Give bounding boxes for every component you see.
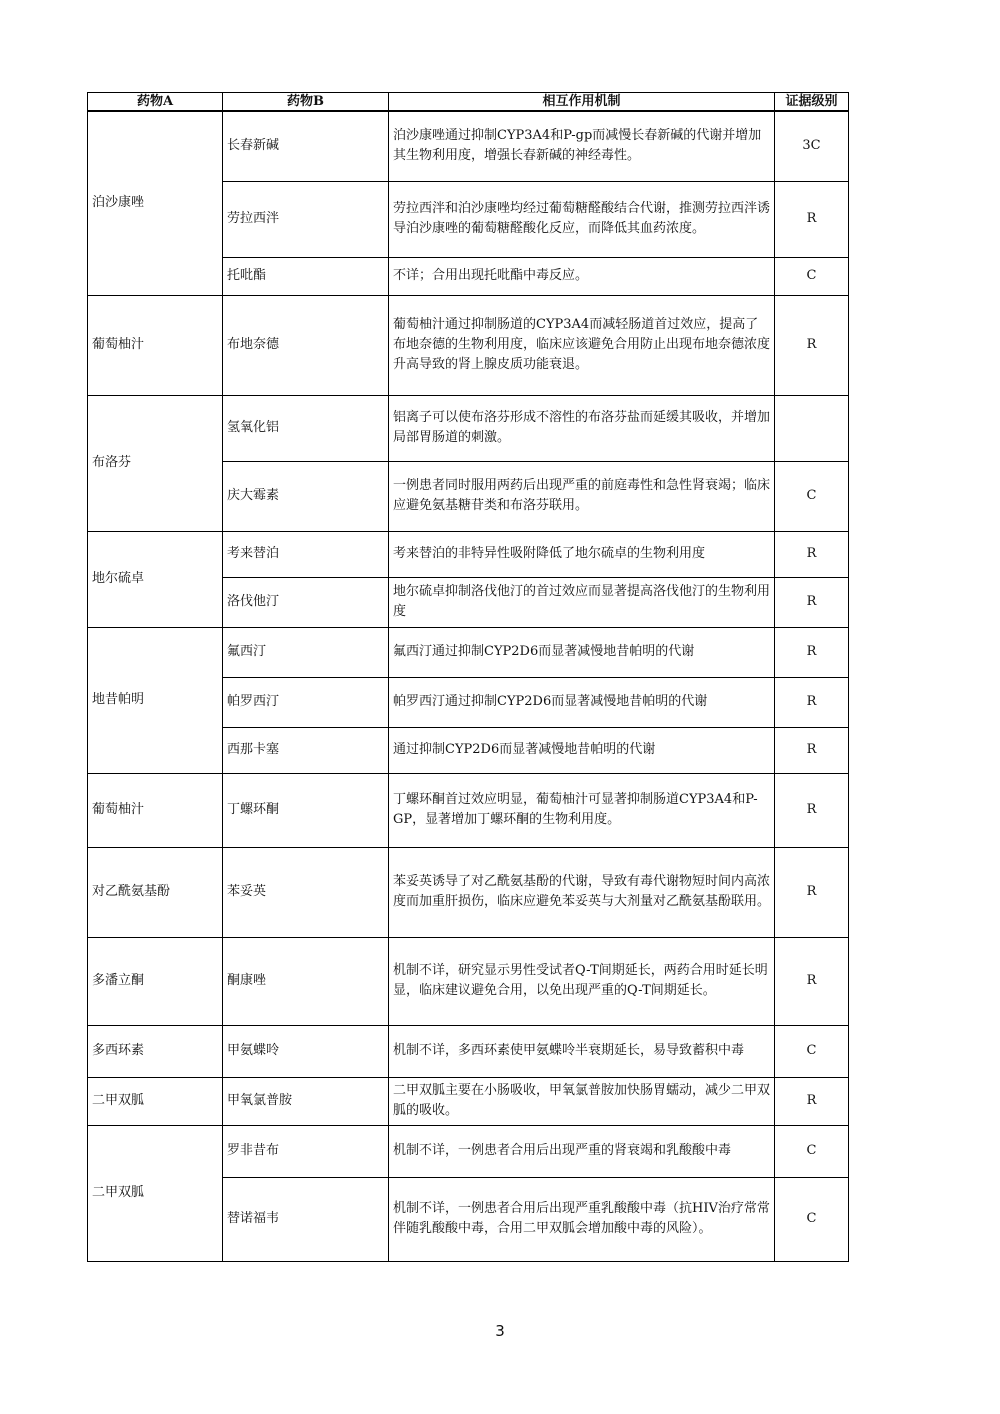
table-row [88, 111, 849, 181]
drug-a-cell: 地昔帕明 [88, 627, 223, 773]
evidence-level-cell: R [775, 627, 849, 677]
drug-a-cell: 二甲双胍 [88, 1125, 223, 1261]
mechanism-cell: 氟西汀通过抑制CYP2D6而显著减慢地昔帕明的代谢 [389, 627, 775, 677]
table-header-row [88, 93, 849, 112]
drug-a-cell: 对乙酰氨基酚 [88, 847, 223, 937]
table-row [88, 773, 849, 847]
mechanism-cell: 丁螺环酮首过效应明显，葡萄柚汁可显著抑制肠道CYP3A4和P-GP，显著增加丁螺环酮的生物利用度。 [389, 773, 775, 847]
drug-b-cell: 洛伐他汀 [223, 577, 389, 627]
table-body [88, 111, 849, 1261]
mechanism-cell: 一例患者同时服用两药后出现严重的前庭毒性和急性肾衰竭；临床应避免氨基糖苷类和布洛芬联用。 [389, 461, 775, 531]
drug-interaction-table [87, 92, 849, 1262]
drug-b-cell: 甲氧氯普胺 [223, 1077, 389, 1125]
table-row [88, 531, 849, 577]
evidence-level-cell: R [775, 531, 849, 577]
mechanism-cell: 通过抑制CYP2D6而显著减慢地昔帕明的代谢 [389, 727, 775, 773]
drug-a-cell: 布洛芬 [88, 395, 223, 531]
drug-b-cell: 劳拉西泮 [223, 181, 389, 257]
mechanism-cell: 不详；合用出现托吡酯中毒反应。 [389, 257, 775, 295]
header-mechanism: 相互作用机制 [389, 93, 775, 112]
table-row [88, 847, 849, 937]
evidence-level-cell: R [775, 847, 849, 937]
mechanism-cell: 葡萄柚汁通过抑制肠道的CYP3A4而减轻肠道首过效应，提高了布地奈德的生物利用度，临床应该避免合用防止出现布地奈德浓度升高导致的肾上腺皮质功能衰退。 [389, 295, 775, 395]
drug-b-cell: 托吡酯 [223, 257, 389, 295]
evidence-level-cell: R [775, 773, 849, 847]
mechanism-cell: 机制不详，一例患者合用后出现严重乳酸酸中毒（抗HIV治疗常常伴随乳酸酸中毒，合用二甲双胍会增加酸中毒的风险）。 [389, 1177, 775, 1261]
drug-b-cell: 罗非昔布 [223, 1125, 389, 1177]
evidence-level-cell: C [775, 1125, 849, 1177]
mechanism-cell: 劳拉西泮和泊沙康唑均经过葡萄糖醛酸结合代谢，推测劳拉西泮诱导泊沙康唑的葡萄糖醛酸化反应，而降低其血药浓度。 [389, 181, 775, 257]
drug-a-cell: 葡萄柚汁 [88, 295, 223, 395]
drug-b-cell: 考来替泊 [223, 531, 389, 577]
drug-b-cell: 丁螺环酮 [223, 773, 389, 847]
page-number: 3 [495, 1322, 505, 1340]
evidence-level-cell: C [775, 1025, 849, 1077]
evidence-level-cell: R [775, 181, 849, 257]
drug-b-cell: 帕罗西汀 [223, 677, 389, 727]
evidence-level-cell: R [775, 577, 849, 627]
drug-b-cell: 氟西汀 [223, 627, 389, 677]
header-evidence-level: 证据级别 [775, 93, 849, 112]
drug-a-cell: 二甲双胍 [88, 1077, 223, 1125]
evidence-level-cell: R [775, 295, 849, 395]
mechanism-cell: 帕罗西汀通过抑制CYP2D6而显著减慢地昔帕明的代谢 [389, 677, 775, 727]
drug-b-cell: 西那卡塞 [223, 727, 389, 773]
mechanism-cell: 苯妥英诱导了对乙酰氨基酚的代谢，导致有毒代谢物短时间内高浓度而加重肝损伤，临床应避免苯妥英与大剂量对乙酰氨基酚联用。 [389, 847, 775, 937]
drug-b-cell: 长春新碱 [223, 111, 389, 181]
drug-a-cell: 多西环素 [88, 1025, 223, 1077]
evidence-level-cell: 3C [775, 111, 849, 181]
drug-b-cell: 庆大霉素 [223, 461, 389, 531]
header-drug-a: 药物A [88, 93, 223, 112]
drug-b-cell: 苯妥英 [223, 847, 389, 937]
mechanism-cell: 铝离子可以使布洛芬形成不溶性的布洛芬盐而延缓其吸收，并增加局部胃肠道的刺激。 [389, 395, 775, 461]
drug-a-cell: 葡萄柚汁 [88, 773, 223, 847]
mechanism-cell: 二甲双胍主要在小肠吸收，甲氧氯普胺加快肠胃蠕动，减少二甲双胍的吸收。 [389, 1077, 775, 1125]
drug-b-cell: 布地奈德 [223, 295, 389, 395]
evidence-level-cell [775, 395, 849, 461]
mechanism-cell: 泊沙康唑通过抑制CYP3A4和P-gp而减慢长春新碱的代谢并增加其生物利用度，增强长春新碱的神经毒性。 [389, 111, 775, 181]
drug-a-cell: 泊沙康唑 [88, 111, 223, 295]
mechanism-cell: 机制不详，研究显示男性受试者Q-T间期延长，两药合用时延长明显，临床建议避免合用，以免出现严重的Q-T间期延长。 [389, 937, 775, 1025]
drug-b-cell: 替诺福韦 [223, 1177, 389, 1261]
evidence-level-cell: R [775, 677, 849, 727]
evidence-level-cell: R [775, 937, 849, 1025]
evidence-level-cell: R [775, 1077, 849, 1125]
header-drug-b: 药物B [223, 93, 389, 112]
table-row [88, 295, 849, 395]
mechanism-cell: 机制不详，一例患者合用后出现严重的肾衰竭和乳酸酸中毒 [389, 1125, 775, 1177]
drug-a-cell: 地尔硫卓 [88, 531, 223, 627]
mechanism-cell: 地尔硫卓抑制洛伐他汀的首过效应而显著提高洛伐他汀的生物利用度 [389, 577, 775, 627]
table-row [88, 1025, 849, 1077]
drug-a-cell: 多潘立酮 [88, 937, 223, 1025]
evidence-level-cell: R [775, 727, 849, 773]
mechanism-cell: 考来替泊的非特异性吸附降低了地尔硫卓的生物利用度 [389, 531, 775, 577]
evidence-level-cell: C [775, 461, 849, 531]
table-row [88, 1125, 849, 1177]
drug-b-cell: 甲氨蝶呤 [223, 1025, 389, 1077]
table-row [88, 937, 849, 1025]
table-row [88, 395, 849, 461]
drug-b-cell: 酮康唑 [223, 937, 389, 1025]
table-row [88, 1077, 849, 1125]
mechanism-cell: 机制不详，多西环素使甲氨蝶呤半衰期延长，易导致蓄积中毒 [389, 1025, 775, 1077]
drug-b-cell: 氢氧化铝 [223, 395, 389, 461]
evidence-level-cell: C [775, 257, 849, 295]
evidence-level-cell: C [775, 1177, 849, 1261]
table-row [88, 627, 849, 677]
